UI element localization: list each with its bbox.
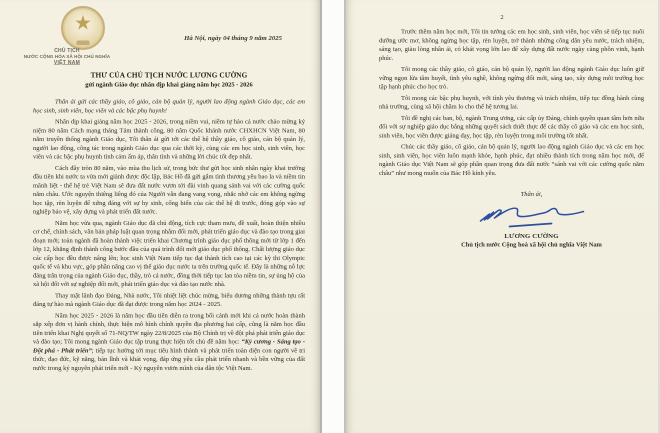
emblem-cog-shape bbox=[77, 41, 90, 46]
paragraph-80-years: Cách đây tròn 80 năm, vào mùa thu lịch sử, trong bức thư gửi học sinh nhân ngày khai trường đầu tiên khi nước ta vừa mới giành được độc lập, Bác Hồ đã gửi gắm tình thương yêu bao la và niềm tin mãnh liệt - thế hệ trẻ Việt Nam sẽ đưa đất nước vươn tới đài vinh quang sánh vai với các cường quốc năm châu. Ước nguyện thiêng liêng đó của Người vẫn đang vang vọng, nhắc nhở các em không ngừng học tập, rèn luyện để xứng đáng với sự hy sinh, cống hiến của các thế hệ đi trước, đóng góp vào sự nghiệp bảo vệ, xây dựng và phát triển đất nước. bbox=[33, 163, 305, 215]
signer-name: LƯƠNG CƯỜNG bbox=[504, 232, 559, 240]
letter-page-2 bbox=[344, 0, 660, 433]
signature-icon bbox=[477, 202, 587, 230]
new-year-text-before: Năm học 2025 - 2026 là năm học đầu tiên diễn ra trong bối cảnh mới khi cả nước hoàn thành sắp xếp đơn vị hành chính, thực hiện mô hình chính quyền địa phương hai cấp, cũng là năm học đầu tiên triển khai Nghị quyết số 71-NQ/TW ngày 22/8/2025 của Bộ Chính trị về đột phá phát triển giáo dục và đào tạo; Tôi mong ngành Giáo dục tập trung thực hiện tốt chủ đề năm học: bbox=[33, 311, 305, 345]
new-year-text-after: ; tiếp tục hướng tới mục tiêu hình thành và phát triển toàn diện con người về tri thức, đạo đức, kỹ năng, bản lĩnh và khát vọng, đáp ứng yêu cầu phát triển nhanh và bền vững của đất nước trong kỷ nguyên phát triển mới - Kỷ nguyên vươn mình của dân tộc Việt Nam. bbox=[33, 346, 305, 372]
issuer-line-1: CHỦ TỊCH bbox=[54, 48, 80, 54]
vietnam-national-emblem-icon bbox=[61, 6, 105, 50]
paragraph-authorities: Tôi đề nghị các ban, bộ, ngành Trung ương, các cấp ủy Đảng, chính quyền quan tâm hơn nữa đối với sự nghiệp giáo dục bằng những quyết sách thiết thực để các thầy cô giáo và các em học sinh, sinh viên, học viên được giảng dạy, học tập, rèn luyện trong môi trường tốt nhất. bbox=[379, 113, 644, 139]
salutation-paragraph: Thân ái gửi các thầy giáo, cô giáo, cán bộ quản lý, người lao động ngành Giáo dục, các em học sinh, sinh viên, học viên và các bậc phụ huynh! bbox=[33, 97, 305, 114]
page-2-body bbox=[346, 21, 658, 177]
date-line: Hà Nội, ngày 04 tháng 9 năm 2025 bbox=[184, 34, 282, 42]
issuer-line-3: VIỆT NAM bbox=[53, 60, 81, 66]
page-2-content bbox=[346, 0, 658, 433]
school-year-theme: “Kỷ cương - Sáng tạo - Đột phá - Phát triển” bbox=[33, 337, 306, 354]
paragraph-parents: Tôi mong các bậc phụ huynh, với tình yêu thương và trách nhiệm, tiếp tục đồng hành cùng nhà trường, cùng xã hội chăm lo cho thế hệ tương lai. bbox=[379, 93, 644, 110]
letter-page-1 bbox=[0, 0, 322, 433]
paragraph-last-year: Năm học vừa qua, ngành Giáo dục đã chủ động, tích cực tham mưu, đề xuất, hoàn thiện nhiều cơ chế, chính sách, văn bản pháp luật quan trọng nhằm đổi mới, phát triển giáo dục và đào tạo trong giai đoạn mới; toàn ngành đã hoàn thành việc triển khai Chương trình giáo dục phổ thông mới từ lớp 1 đến lớp 12, khẳng định thành công bước đầu của quá trình đổi mới giáo dục phổ thông. Chất lượng giáo dục các cấp học đều được nâng lên; học sinh Việt Nam tiếp tục đạt thành tích cao tại các kỳ thi Olympic quốc tế và khu vực, góp phần nâng cao vị thế giáo dục nước ta trên trường quốc tế. Đây là những nỗ lực đáng trân trọng của ngành Giáo dục, thầy, trò cả nước, đồng thời tiếp tục lan tỏa niềm tin, sự ủng hộ của xã hội đối với sự nghiệp đổi mới, phát triển giáo dục và đào tạo nước nhà. bbox=[33, 218, 305, 288]
paragraph-congratulations: Thay mặt lãnh đạo Đảng, Nhà nước, Tôi nhiệt liệt chúc mừng, biểu dương những thành tựu rất đáng tự hào mà ngành Giáo dục đã đạt được trong năm học 2024 - 2025. bbox=[33, 291, 305, 308]
issuer-line-2: NƯỚC CỘNG HÒA XÃ HỘI CHỦ NGHĨA bbox=[23, 54, 111, 59]
paragraph-new-school-year bbox=[33, 311, 305, 372]
letter-title-line-2: gửi ngành Giáo dục nhân dịp khai giảng năm học 2025 - 2026 bbox=[85, 81, 253, 88]
paragraph-teachers: Tôi mong các thầy giáo, cô giáo, cán bộ quản lý, người lao động ngành Giáo dục luôn giữ vững ngọn lửa tâm huyết, tình yêu nghề, không ngừng đổi mới, sáng tạo, xây dựng môi trường học tập hạnh phúc cho học trò. bbox=[379, 65, 644, 90]
letterhead bbox=[0, 0, 320, 96]
closing-salute: Thân ái, bbox=[520, 190, 543, 198]
page-number: 2 bbox=[500, 13, 504, 21]
letter-title-line-1: THƯ CỦA CHỦ TỊCH NƯỚC LƯƠNG CƯỜNG bbox=[90, 71, 248, 80]
paragraph-opening: Nhân dịp khai giảng năm học 2025 - 2026, trong niềm vui, niềm tự hào cả nước chào mừng kỷ niệm 80 năm Cách mạng tháng Tám thành công, 80 năm Quốc khánh nước CHXHCN Việt Nam, 80 năm truyền thống ngành Giáo dục, Tôi thân ái gửi tới các thế hệ thầy giáo, cô giáo, cán bộ quản lý, người lao động, công tác trong ngành Giáo dục qua các thời kỳ, cùng các em học sinh, sinh viên, học viên và các bậc phụ huynh tình cảm ấm áp, thân tình và những lời chúc tốt đẹp nhất. bbox=[33, 117, 305, 160]
page-1-body bbox=[0, 96, 320, 372]
paragraph-students: Trước thềm năm học mới, Tôi tin tưởng các em học sinh, sinh viên, học viên sẽ tiếp tục nuôi dưỡng ước mơ, không ngừng học tập, rèn luyện, trở thành những công dân yêu nước, trách nhiệm, sáng tạo, giàu lòng nhân ái, có khát vọng lớn lao để xây dựng đất nước ngày càng phồn vinh, hạnh phúc. bbox=[379, 27, 644, 62]
issuer-block bbox=[2, 48, 132, 66]
letter-title bbox=[33, 71, 305, 89]
emblem-star-icon: ★ bbox=[74, 11, 92, 35]
paragraph-wishes: Chúc các thầy giáo, cô giáo, cán bộ quản lý, người lao động ngành Giáo dục và các em học sinh, sinh viên, học viên luôn mạnh khỏe, hạnh phúc, đạt nhiều thành tích trong năm học mới, để ngành Giáo dục Việt Nam sẽ góp phần quan trọng đưa đất nước “sánh vai với các cường quốc năm châu” như mong muốn của Bác Hồ kính yêu. bbox=[379, 142, 644, 177]
closing-block bbox=[453, 190, 610, 249]
signer-title: Chủ tịch nước Cộng hoà xã hội chủ nghĩa Việt Nam bbox=[461, 241, 602, 248]
page-1-content bbox=[0, 0, 320, 433]
